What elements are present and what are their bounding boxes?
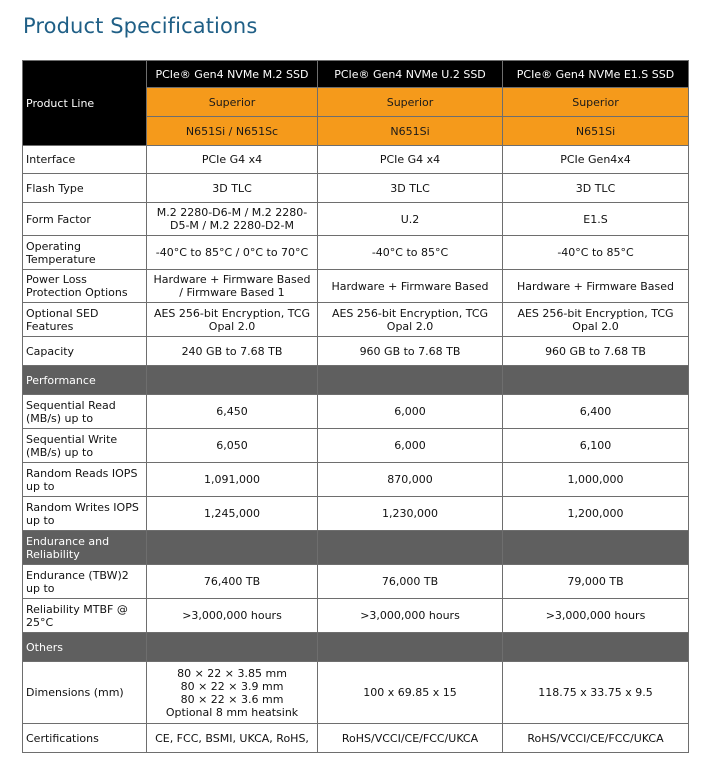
table-row xyxy=(23,203,689,236)
section-cell xyxy=(318,366,503,395)
row-label: Certifications xyxy=(23,724,147,753)
section-label: Others xyxy=(23,633,147,662)
row-label: Sequential Write (MB/s) up to xyxy=(23,429,147,463)
row-value: 6,050 xyxy=(147,429,318,463)
tier-cell: Superior xyxy=(503,88,689,117)
row-value: >3,000,000 hours xyxy=(147,599,318,633)
row-value: 6,000 xyxy=(318,429,503,463)
model-cell: N651Si xyxy=(318,117,503,146)
row-value: AES 256-bit Encryption, TCG Opal 2.0 xyxy=(318,303,503,337)
tier-cell: Superior xyxy=(318,88,503,117)
row-value: -40°C to 85°C xyxy=(503,236,689,270)
row-value: CE, FCC, BSMI, UKCA, RoHS, xyxy=(147,724,318,753)
row-value: 76,400 TB xyxy=(147,565,318,599)
row-value: 3D TLC xyxy=(318,174,503,203)
table-row xyxy=(23,724,689,753)
section-cell xyxy=(318,633,503,662)
row-value: Hardware + Firmware Based / Firmware Based 1 xyxy=(147,270,318,303)
table-row xyxy=(23,429,689,463)
section-label: Endurance and Reliability xyxy=(23,531,147,565)
row-value: -40°C to 85°C xyxy=(318,236,503,270)
row-value: AES 256-bit Encryption, TCG Opal 2.0 xyxy=(147,303,318,337)
table-row xyxy=(23,236,689,270)
row-value: 6,450 xyxy=(147,395,318,429)
column-header-u2: PCIe® Gen4 NVMe U.2 SSD xyxy=(318,61,503,88)
row-label: Optional SED Features xyxy=(23,303,147,337)
table-row xyxy=(23,395,689,429)
section-cell xyxy=(147,531,318,565)
row-label: Capacity xyxy=(23,337,147,366)
dimension-line: Optional 8 mm heatsink xyxy=(165,705,299,719)
row-value: RoHS/VCCI/CE/FCC/UKCA xyxy=(318,724,503,753)
table-row xyxy=(23,497,689,531)
row-label: Reliability MTBF @ 25°C xyxy=(23,599,147,633)
dimension-line: 80 × 22 × 3.6 mm xyxy=(180,692,284,706)
row-label: Random Writes IOPS up to xyxy=(23,497,147,531)
row-value: 1,200,000 xyxy=(503,497,689,531)
row-label: Power Loss Protection Options xyxy=(23,270,147,303)
row-value: U.2 xyxy=(318,203,503,236)
row-value: >3,000,000 hours xyxy=(503,599,689,633)
column-header-row xyxy=(23,61,689,88)
row-value: Hardware + Firmware Based xyxy=(318,270,503,303)
row-value: M.2 2280-D6-M / M.2 2280-D5-M / M.2 2280-D2-M xyxy=(147,203,318,236)
row-value: 1,091,000 xyxy=(147,463,318,497)
section-label: Performance xyxy=(23,366,147,395)
column-header-e1s: PCIe® Gen4 NVMe E1.S SSD xyxy=(503,61,689,88)
row-value: 3D TLC xyxy=(147,174,318,203)
row-value: 6,100 xyxy=(503,429,689,463)
dimension-line: 80 × 22 × 3.9 mm xyxy=(180,679,284,693)
row-value: 960 GB to 7.68 TB xyxy=(318,337,503,366)
table-row xyxy=(23,463,689,497)
section-cell xyxy=(503,633,689,662)
section-cell xyxy=(318,531,503,565)
row-value: AES 256-bit Encryption, TCG Opal 2.0 xyxy=(503,303,689,337)
row-label: Random Reads IOPS up to xyxy=(23,463,147,497)
row-label: Form Factor xyxy=(23,203,147,236)
row-value: 1,230,000 xyxy=(318,497,503,531)
row-value: 1,245,000 xyxy=(147,497,318,531)
row-label: Sequential Read (MB/s) up to xyxy=(23,395,147,429)
dimensions-row xyxy=(23,662,689,724)
section-cell xyxy=(503,531,689,565)
row-value: 960 GB to 7.68 TB xyxy=(503,337,689,366)
product-line-label: Product Line xyxy=(23,61,147,146)
section-cell xyxy=(147,366,318,395)
row-value: PCIe Gen4x4 xyxy=(503,146,689,174)
table-row xyxy=(23,337,689,366)
row-value: 3D TLC xyxy=(503,174,689,203)
table-row xyxy=(23,565,689,599)
row-value: RoHS/VCCI/CE/FCC/UKCA xyxy=(503,724,689,753)
page-title: Product Specifications xyxy=(23,14,258,38)
row-value: >3,000,000 hours xyxy=(318,599,503,633)
row-value: -40°C to 85°C / 0°C to 70°C xyxy=(147,236,318,270)
row-value: 1,000,000 xyxy=(503,463,689,497)
row-label: Interface xyxy=(23,146,147,174)
table-row xyxy=(23,174,689,203)
row-value: PCIe G4 x4 xyxy=(318,146,503,174)
dimensions-m2-cell xyxy=(147,662,318,724)
section-row-others xyxy=(23,633,689,662)
dimension-line: 80 × 22 × 3.85 mm xyxy=(177,666,287,680)
row-value: 240 GB to 7.68 TB xyxy=(147,337,318,366)
row-value: Hardware + Firmware Based xyxy=(503,270,689,303)
spec-table xyxy=(22,60,689,753)
section-cell xyxy=(147,633,318,662)
row-label: Flash Type xyxy=(23,174,147,203)
model-cell: N651Si xyxy=(503,117,689,146)
table-row xyxy=(23,599,689,633)
section-cell xyxy=(503,366,689,395)
row-value: 118.75 x 33.75 x 9.5 xyxy=(503,662,689,724)
tier-cell: Superior xyxy=(147,88,318,117)
row-label: Operating Temperature xyxy=(23,236,147,270)
row-value: 6,000 xyxy=(318,395,503,429)
row-value: 79,000 TB xyxy=(503,565,689,599)
table-row xyxy=(23,146,689,174)
row-value: 6,400 xyxy=(503,395,689,429)
column-header-m2: PCIe® Gen4 NVMe M.2 SSD xyxy=(147,61,318,88)
row-value: PCIe G4 x4 xyxy=(147,146,318,174)
table-row xyxy=(23,303,689,337)
row-label: Dimensions (mm) xyxy=(23,662,147,724)
row-label: Endurance (TBW)2 up to xyxy=(23,565,147,599)
row-value: 76,000 TB xyxy=(318,565,503,599)
row-value: E1.S xyxy=(503,203,689,236)
section-row-endurance xyxy=(23,531,689,565)
row-value: 870,000 xyxy=(318,463,503,497)
table-row xyxy=(23,270,689,303)
row-value: 100 x 69.85 x 15 xyxy=(318,662,503,724)
section-row-performance xyxy=(23,366,689,395)
model-cell: N651Si / N651Sc xyxy=(147,117,318,146)
